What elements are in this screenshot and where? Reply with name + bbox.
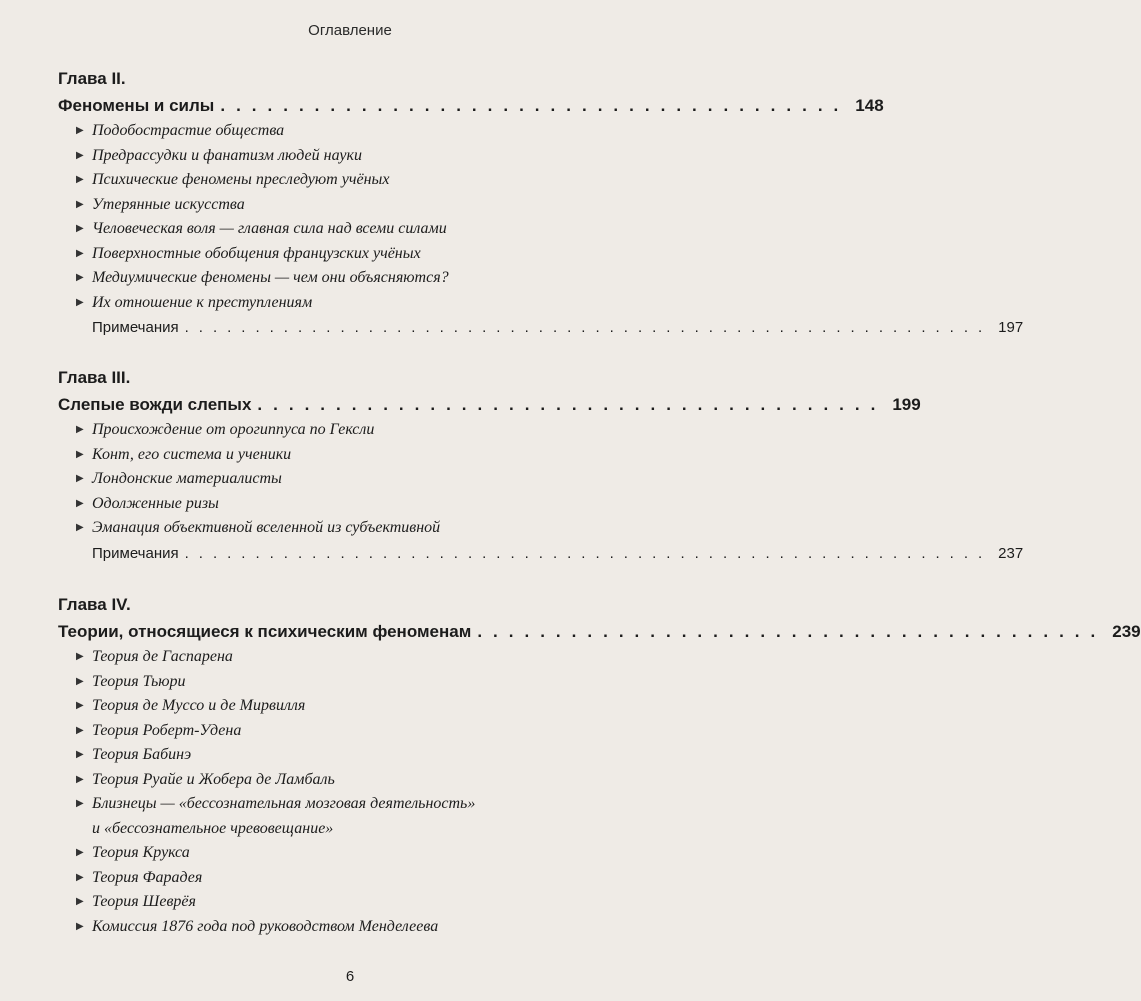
chapter-2	[58, 66, 1024, 341]
chapter-page-number: 199	[892, 395, 921, 414]
triangle-bullet-icon: ▶	[76, 149, 84, 161]
triangle-bullet-icon: ▶	[76, 798, 84, 809]
notes-page-number: 197	[998, 319, 1024, 336]
notes-row[interactable]	[58, 541, 1024, 567]
triangle-bullet-icon: ▶	[76, 749, 84, 760]
toc-item[interactable]: ▶ Теория Руайе и Жобера де Ламбаль	[76, 768, 658, 793]
toc-item[interactable]: ▶ Медиумические феномены — чем они объясняются?	[76, 266, 658, 291]
triangle-bullet-icon: ▶	[76, 125, 84, 136]
toc-item[interactable]: ▶ Поверхностные обобщения французских учёных	[76, 242, 658, 267]
toc-item[interactable]: ▶ Теория Тьюри	[76, 670, 658, 695]
dot-leader: .........................................................	[184, 319, 993, 336]
notes-label: Примечания	[92, 544, 179, 562]
triangle-bullet-icon: ▶	[76, 223, 84, 234]
toc-item[interactable]: ▶ Теория Фарадея	[76, 866, 658, 891]
chapter-title: Феномены и силы	[58, 96, 215, 115]
dot-leader: .........................................................	[184, 544, 993, 562]
triangle-bullet-icon: ▶	[76, 473, 84, 484]
toc-item[interactable]: ▶ Теория де Гаспарена	[76, 645, 658, 670]
triangle-bullet-icon: ▶	[76, 198, 84, 210]
triangle-bullet-icon: ▶	[76, 871, 84, 883]
triangle-bullet-icon: ▶	[76, 296, 84, 308]
triangle-bullet-icon: ▶	[76, 247, 84, 259]
section-list	[58, 645, 658, 939]
toc-item[interactable]: ▶ Одолженные ризы	[76, 492, 658, 517]
chapter-title-row[interactable]	[58, 92, 884, 119]
dot-leader: ........................................	[257, 395, 887, 414]
chapter-label: Глава II.	[58, 69, 126, 88]
triangle-bullet-icon: ▶	[76, 174, 84, 185]
toc-item[interactable]: ▶ Утерянные искусства	[76, 193, 658, 218]
chapter-label: Глава III.	[58, 368, 131, 387]
chapter-title-row[interactable]	[58, 618, 1141, 645]
toc-item[interactable]: ▶ Конт, его система и ученики	[76, 443, 658, 468]
chapter-page-number: 239	[1112, 622, 1141, 641]
toc-item[interactable]: ▶ Психические феномены преследуют учёных	[76, 168, 658, 193]
chapter-4	[58, 592, 1141, 939]
triangle-bullet-icon: ▶	[76, 847, 84, 858]
toc-item[interactable]: ▶ Близнецы — «бессознательная мозговая деятельность»	[76, 792, 658, 817]
page-number: 6	[345, 968, 355, 985]
chapter-3	[58, 365, 1024, 567]
toc-item[interactable]: ▶ Теория Бабинэ	[76, 743, 658, 768]
toc-item[interactable]: ▶ Эманация объективной вселенной из субъективной	[76, 516, 658, 541]
triangle-bullet-icon: ▶	[76, 896, 84, 907]
toc-item[interactable]: ▶ Теория Роберт-Удена	[76, 719, 658, 744]
triangle-bullet-icon: ▶	[76, 272, 84, 283]
notes-row[interactable]	[58, 315, 1024, 341]
chapter-page-number: 148	[855, 96, 884, 115]
chapter-title-row[interactable]	[58, 391, 921, 418]
toc-item[interactable]: ▶ Подобострастие общества	[76, 119, 658, 144]
triangle-bullet-icon: ▶	[76, 724, 84, 736]
notes-page-number: 237	[998, 544, 1024, 562]
dot-leader: ........................................	[220, 96, 850, 115]
toc-item[interactable]: ▶ Теория Крукса	[76, 841, 658, 866]
triangle-bullet-icon: ▶	[76, 700, 84, 711]
section-list	[58, 119, 658, 315]
toc-item[interactable]: ▶ Их отношение к преступлениям	[76, 291, 658, 316]
chapter-title: Слепые вожди слепых	[58, 395, 252, 414]
triangle-bullet-icon: ▶	[76, 651, 84, 662]
triangle-bullet-icon: ▶	[76, 522, 84, 533]
dot-leader: ........................................	[477, 622, 1107, 641]
toc-item[interactable]: ▶ Лондонские материалисты	[76, 467, 658, 492]
toc-item-continuation: и «бессознательное чревовещание»	[92, 819, 334, 837]
toc-item[interactable]: ▶ Комиссия 1876 года под руководством Менделеева	[76, 915, 658, 940]
triangle-bullet-icon: ▶	[76, 497, 84, 509]
toc-item[interactable]: ▶ Теория де Муссо и де Мирвилля	[76, 694, 658, 719]
notes-label: Примечания	[92, 319, 179, 336]
toc-item[interactable]: ▶ Происхождение от орогиппуса по Гексли	[76, 418, 658, 443]
chapter-label: Глава IV.	[58, 595, 131, 614]
triangle-bullet-icon: ▶	[76, 424, 84, 435]
toc-item[interactable]: ▶ Теория Шеврёя	[76, 890, 658, 915]
toc-item[interactable]: ▶ Предрассудки и фанатизм людей науки	[76, 144, 658, 169]
triangle-bullet-icon: ▶	[76, 773, 84, 785]
triangle-bullet-icon: ▶	[76, 920, 84, 932]
section-list	[58, 418, 658, 541]
running-head: Оглавление	[308, 22, 392, 39]
toc-item[interactable]: ▶ Человеческая воля — главная сила над всеми силами	[76, 217, 658, 242]
chapter-title: Теории, относящиеся к психическим феноменам	[58, 622, 472, 641]
triangle-bullet-icon: ▶	[76, 448, 84, 460]
triangle-bullet-icon: ▶	[76, 675, 84, 687]
